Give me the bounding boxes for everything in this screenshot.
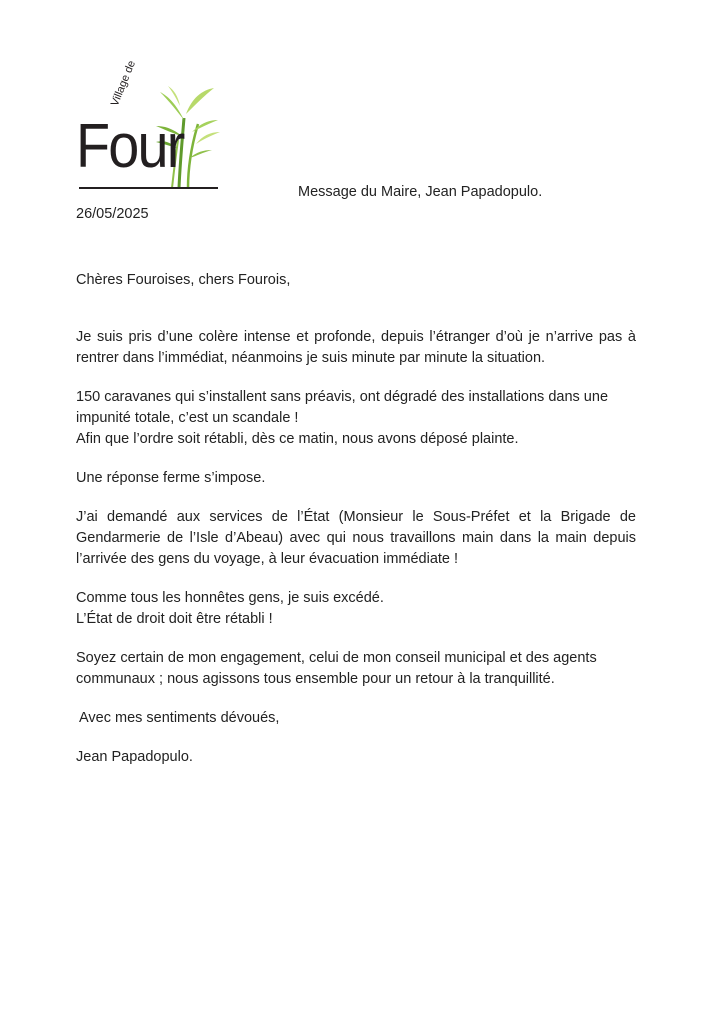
paragraph-5-line-2: L’État de droit doit être rétabli ! — [76, 611, 273, 627]
paragraph-2-line-1: 150 caravanes qui s’installent sans préavis, ont dégradé des installations dans une impunité totale, c’est un scandale ! — [76, 389, 609, 426]
signature: Jean Papadopulo. — [76, 749, 193, 765]
letter-title: Message du Maire, Jean Papadopulo. — [298, 184, 543, 200]
paragraph-4: J’ai demandé aux services de l’État (Monsieur le Sous-Préfet et la Brigade de Gendarmerie de l’Isle d’Abeau) avec qui nous travaillons main dans la main depuis l’arrivée des gens du voyage, à leur évacuation immédiate ! — [76, 509, 636, 567]
paragraph-3: Une réponse ferme s’impose. — [76, 470, 266, 486]
paragraph-5-line-1: Comme tous les honnêtes gens, je suis excédé. — [76, 590, 384, 606]
paragraph-1: Je suis pris d’une colère intense et profonde, depuis l’étranger d’où je n’arrive pas à rentrer dans l’immédiat, néanmoins je suis minute par minute la situation. — [76, 329, 636, 366]
village-logo — [76, 58, 226, 192]
logo-village-de-text: Village de — [108, 58, 139, 108]
paragraph-6: Soyez certain de mon engagement, celui de mon conseil municipal et des agents communaux ; nous agissons tous ensemble pour un retour à la tranquillité. — [76, 650, 597, 687]
salutation: Chères Fouroises, chers Fourois, — [76, 272, 291, 288]
letter-date: 26/05/2025 — [76, 206, 149, 222]
letter-body — [76, 270, 636, 768]
paragraph-2-line-2: Afin que l’ordre soit rétabli, dès ce matin, nous avons déposé plainte. — [76, 431, 519, 447]
logo-four-text: Four — [76, 112, 184, 181]
closing: Avec mes sentiments dévoués, — [79, 710, 280, 726]
